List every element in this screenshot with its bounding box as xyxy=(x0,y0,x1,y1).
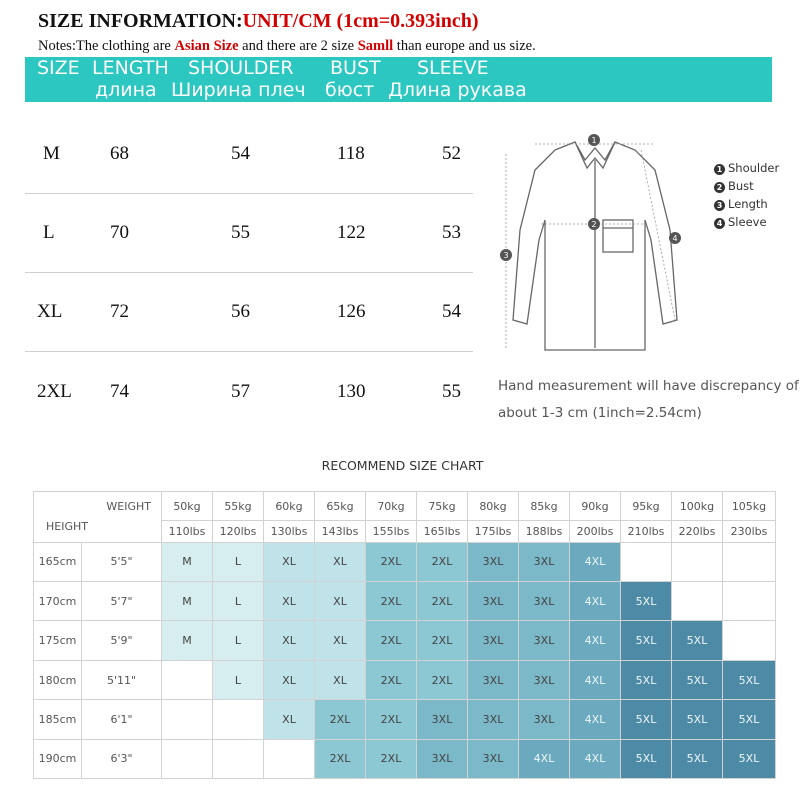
table-corner xyxy=(34,492,162,543)
diagram-marker-sleeve: 4 xyxy=(672,234,678,243)
size-recommendation-cell: 2XL xyxy=(366,542,417,581)
shoulder-cell: 55 xyxy=(231,222,250,243)
size-recommendation-cell: XL xyxy=(264,542,315,581)
size-recommendation-cell: L xyxy=(213,542,264,581)
diagram-marker-length: 3 xyxy=(503,251,509,260)
size-table-header-banner xyxy=(25,57,772,102)
size-recommendation-cell: L xyxy=(213,621,264,660)
size-recommendation-cell: 2XL xyxy=(417,542,468,581)
shoulder-cell: 54 xyxy=(231,143,250,164)
header-shoulder: SHOULDER xyxy=(188,57,294,79)
size-recommendation-cell: 5XL xyxy=(723,660,776,699)
weight-lbs-header: 155lbs xyxy=(366,521,417,543)
size-recommendation-cell: 2XL xyxy=(366,700,417,739)
size-recommendation-cell xyxy=(621,542,672,581)
size-recommendation-cell: 3XL xyxy=(519,582,570,621)
weight-kg-header: 85kg xyxy=(519,492,570,521)
size-recommendation-cell: XL xyxy=(264,582,315,621)
header-length-ru: длина xyxy=(95,79,157,101)
title-prefix: SIZE INFORMATION: xyxy=(38,10,243,32)
weight-kg-header: 70kg xyxy=(366,492,417,521)
diagram-marker-shoulder: 1 xyxy=(591,136,597,145)
height-row xyxy=(34,660,776,699)
sleeve-cell: 52 xyxy=(442,143,461,164)
size-recommendation-cell: 5XL xyxy=(672,660,723,699)
measurement-note-line2: about 1-3 cm (1inch=2.54cm) xyxy=(498,405,702,421)
size-recommendation-cell: L xyxy=(213,582,264,621)
size-recommendation-cell: XL xyxy=(315,660,366,699)
shirt-measurement-diagram xyxy=(495,120,695,360)
size-recommendation-cell: 2XL xyxy=(366,660,417,699)
header-bust: BUST xyxy=(330,57,381,79)
header-shoulder-ru: Ширина плеч xyxy=(171,79,306,101)
sleeve-cell: 55 xyxy=(442,380,461,402)
size-recommendation-cell: 3XL xyxy=(417,739,468,778)
size-recommendation-cell: 5XL xyxy=(621,700,672,739)
diagram-marker-bust: 2 xyxy=(591,220,597,229)
weight-lbs-header: 165lbs xyxy=(417,521,468,543)
notes-asian-size: Asian Size xyxy=(174,38,239,54)
size-recommendation-cell: M xyxy=(162,542,213,581)
height-cm-cell: 165cm xyxy=(34,542,82,581)
height-row xyxy=(34,582,776,621)
height-ft-cell: 5'9" xyxy=(82,621,162,660)
legend-length: Length xyxy=(728,197,768,211)
size-recommendation-cell xyxy=(162,660,213,699)
height-ft-cell: 5'7" xyxy=(82,582,162,621)
size-recommendation-cell: XL xyxy=(264,660,315,699)
size-recommendation-cell: XL xyxy=(315,542,366,581)
size-recommendation-cell: 2XL xyxy=(366,621,417,660)
size-recommendation-cell: 2XL xyxy=(366,739,417,778)
size-recommendation-cell: 5XL xyxy=(723,739,776,778)
header-sleeve-ru: Длина рукава xyxy=(388,79,527,101)
size-recommendation-cell: 2XL xyxy=(417,660,468,699)
size-recommendation-cell xyxy=(672,582,723,621)
header-size: SIZE xyxy=(37,57,80,79)
height-ft-cell: 5'5" xyxy=(82,542,162,581)
size-recommendation-cell: 3XL xyxy=(468,542,519,581)
weight-kg-row xyxy=(34,492,776,521)
length-cell: 74 xyxy=(110,380,129,402)
legend-item xyxy=(714,197,779,215)
weight-lbs-header: 143lbs xyxy=(315,521,366,543)
size-cell: XL xyxy=(37,301,63,322)
measurement-note-line1: Hand measurement will have discrepancy of xyxy=(498,378,799,394)
size-cell: M xyxy=(43,143,60,164)
size-recommendation-cell: XL xyxy=(315,582,366,621)
weight-lbs-header: 120lbs xyxy=(213,521,264,543)
size-row xyxy=(25,115,473,194)
size-recommendation-cell: 5XL xyxy=(621,739,672,778)
sleeve-cell: 53 xyxy=(442,222,461,243)
size-recommendation-cell: 3XL xyxy=(468,660,519,699)
notes-prefix: Notes:The clothing are xyxy=(38,38,175,54)
weight-lbs-header: 110lbs xyxy=(162,521,213,543)
size-row xyxy=(25,273,473,352)
size-recommendation-cell xyxy=(213,739,264,778)
size-recommendation-cell: 2XL xyxy=(315,739,366,778)
size-recommendation-cell: 4XL xyxy=(519,739,570,778)
size-recommendation-cell xyxy=(723,582,776,621)
size-recommendation-cell xyxy=(723,542,776,581)
legend-item xyxy=(714,215,779,233)
size-recommendation-cell: 5XL xyxy=(621,660,672,699)
legend-sleeve: Sleeve xyxy=(728,215,767,229)
notes-suffix: than europe and us size. xyxy=(393,38,536,54)
size-recommendation-cell: 5XL xyxy=(723,700,776,739)
shoulder-cell: 57 xyxy=(231,380,250,402)
size-recommendation-cell xyxy=(723,621,776,660)
legend-marker: 1 xyxy=(714,164,725,175)
size-recommendation-cell: M xyxy=(162,621,213,660)
size-recommendation-cell: 3XL xyxy=(519,542,570,581)
size-info-title xyxy=(38,10,478,33)
weight-lbs-header: 200lbs xyxy=(570,521,621,543)
length-cell: 70 xyxy=(110,222,129,243)
size-recommendation-cell: L xyxy=(213,660,264,699)
size-recommendation-cell: 3XL xyxy=(417,700,468,739)
weight-kg-header: 105kg xyxy=(723,492,776,521)
length-cell: 72 xyxy=(110,301,129,322)
size-recommendation-cell: 3XL xyxy=(468,739,519,778)
size-recommendation-cell: 2XL xyxy=(417,582,468,621)
height-cm-cell: 170cm xyxy=(34,582,82,621)
weight-kg-header: 90kg xyxy=(570,492,621,521)
height-row xyxy=(34,542,776,581)
size-recommendation-cell xyxy=(264,739,315,778)
header-sleeve: SLEEVE xyxy=(417,57,489,79)
height-row xyxy=(34,621,776,660)
size-recommendation-cell xyxy=(672,542,723,581)
recommend-chart-title: RECOMMEND SIZE CHART xyxy=(321,458,484,473)
size-recommendation-cell: 3XL xyxy=(519,700,570,739)
size-recommendation-cell: 4XL xyxy=(570,700,621,739)
notes-mid: and there are 2 size xyxy=(238,38,358,54)
diagram-legend xyxy=(714,161,779,233)
size-recommendation-cell: 3XL xyxy=(519,621,570,660)
height-ft-cell: 6'1" xyxy=(82,700,162,739)
size-recommendation-cell: 2XL xyxy=(417,621,468,660)
size-recommendation-cell: 5XL xyxy=(621,582,672,621)
size-recommendation-cell: 4XL xyxy=(570,660,621,699)
legend-bust: Bust xyxy=(728,179,754,193)
weight-lbs-header: 220lbs xyxy=(672,521,723,543)
weight-lbs-header: 130lbs xyxy=(264,521,315,543)
legend-marker: 4 xyxy=(714,218,725,229)
weight-kg-header: 75kg xyxy=(417,492,468,521)
sleeve-cell: 54 xyxy=(442,301,461,322)
bust-cell: 118 xyxy=(337,143,365,164)
legend-item xyxy=(714,179,779,197)
size-recommendation-cell: 4XL xyxy=(570,621,621,660)
size-cell: 2XL xyxy=(37,380,72,402)
size-recommendation-cell: 3XL xyxy=(468,621,519,660)
size-recommendation-cell: 3XL xyxy=(468,582,519,621)
legend-marker: 3 xyxy=(714,200,725,211)
size-row xyxy=(25,352,473,431)
height-cm-cell: 175cm xyxy=(34,621,82,660)
weight-kg-header: 60kg xyxy=(264,492,315,521)
bust-cell: 126 xyxy=(337,301,366,322)
weight-kg-header: 100kg xyxy=(672,492,723,521)
height-label: HEIGHT xyxy=(46,519,88,533)
size-recommendation-cell: 5XL xyxy=(672,621,723,660)
size-recommendation-cell: XL xyxy=(264,700,315,739)
length-cell: 68 xyxy=(110,143,129,164)
size-recommendation-cell: 3XL xyxy=(468,700,519,739)
size-recommendation-cell: 4XL xyxy=(570,542,621,581)
recommend-size-table xyxy=(33,491,776,779)
legend-shoulder: Shoulder xyxy=(728,161,780,175)
weight-lbs-header: 210lbs xyxy=(621,521,672,543)
size-recommendation-cell xyxy=(162,739,213,778)
size-recommendation-cell xyxy=(213,700,264,739)
weight-lbs-header: 188lbs xyxy=(519,521,570,543)
header-bust-ru: бюст xyxy=(325,79,375,101)
weight-kg-header: 55kg xyxy=(213,492,264,521)
header-length: LENGTH xyxy=(92,57,169,79)
size-recommendation-cell: XL xyxy=(264,621,315,660)
shoulder-cell: 56 xyxy=(231,301,250,322)
size-recommendation-cell xyxy=(162,700,213,739)
height-row xyxy=(34,700,776,739)
height-ft-cell: 5'11" xyxy=(82,660,162,699)
size-recommendation-cell: 3XL xyxy=(519,660,570,699)
height-cm-cell: 185cm xyxy=(34,700,82,739)
height-row xyxy=(34,739,776,778)
legend-item xyxy=(714,161,779,179)
size-recommendation-cell: 2XL xyxy=(315,700,366,739)
size-recommendation-cell: XL xyxy=(315,621,366,660)
weight-lbs-header: 230lbs xyxy=(723,521,776,543)
size-recommendation-cell: 4XL xyxy=(570,582,621,621)
legend-marker: 2 xyxy=(714,182,725,193)
size-row xyxy=(25,194,473,273)
title-unit: UNIT/CM (1cm=0.393inch) xyxy=(242,10,479,32)
weight-kg-header: 65kg xyxy=(315,492,366,521)
weight-kg-header: 95kg xyxy=(621,492,672,521)
size-recommendation-cell: 2XL xyxy=(366,582,417,621)
height-ft-cell: 6'3" xyxy=(82,739,162,778)
size-cell: L xyxy=(43,222,55,243)
size-recommendation-cell: 5XL xyxy=(672,700,723,739)
weight-lbs-header: 175lbs xyxy=(468,521,519,543)
size-recommendation-cell: M xyxy=(162,582,213,621)
notes-small: Samll xyxy=(357,38,394,54)
size-recommendation-cell: 5XL xyxy=(621,621,672,660)
weight-kg-header: 50kg xyxy=(162,492,213,521)
measurement-note xyxy=(498,373,799,427)
height-cm-cell: 180cm xyxy=(34,660,82,699)
size-recommendation-cell: 5XL xyxy=(672,739,723,778)
bust-cell: 130 xyxy=(337,380,366,402)
weight-label: WEIGHT xyxy=(106,500,151,513)
size-recommendation-cell: 4XL xyxy=(570,739,621,778)
size-notes xyxy=(38,38,536,55)
bust-cell: 122 xyxy=(337,222,366,243)
height-cm-cell: 190cm xyxy=(34,739,82,778)
weight-kg-header: 80kg xyxy=(468,492,519,521)
